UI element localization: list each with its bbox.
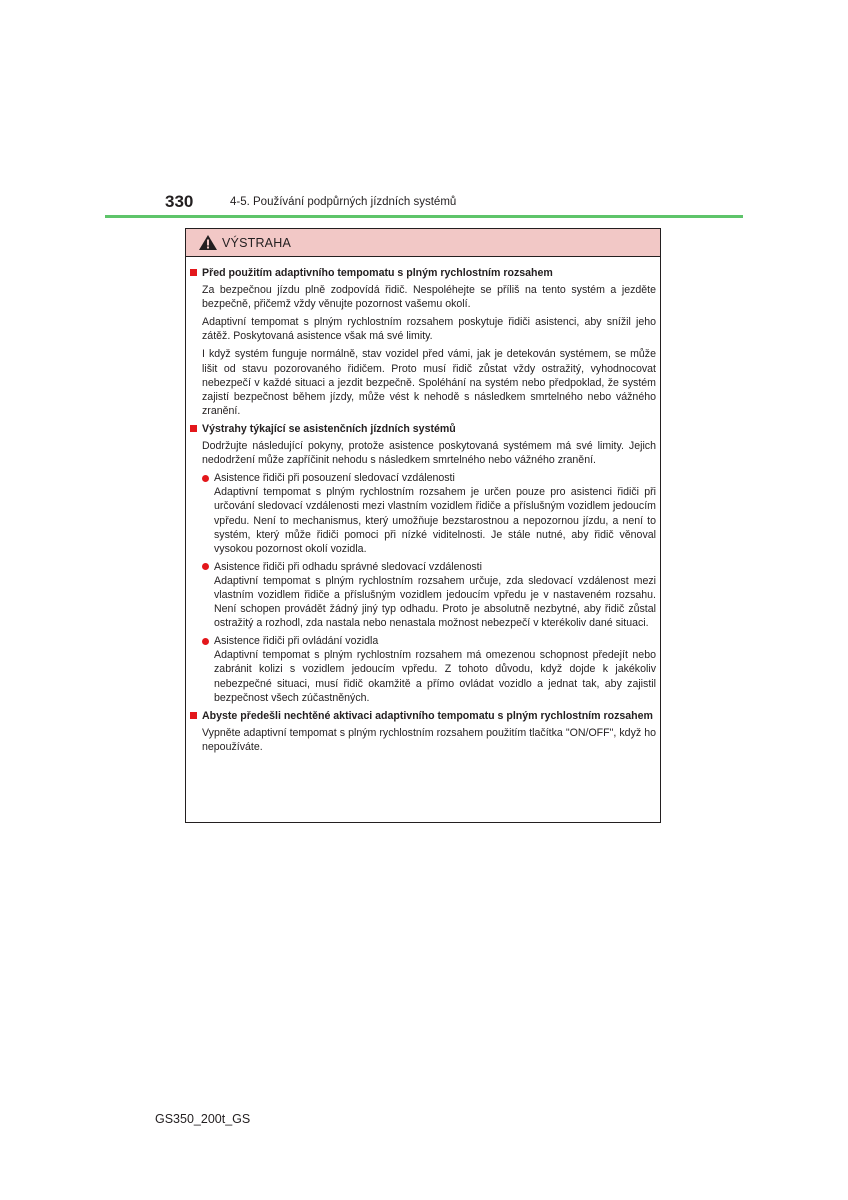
bullet-title: Asistence řidiči při odhadu správné sledovací vzdálenosti [214,560,482,573]
warning-header [186,229,660,257]
paragraph: Dodržujte následující pokyny, protože asistence poskytovaná systémem má své limity. Jejich nedodržení může zapříčinit nehodu s následkem smrtelného nebo vážného zranění. [202,440,656,467]
red-square-icon [190,269,197,276]
bullet-item [202,471,656,485]
red-dot-icon [202,638,209,645]
red-dot-icon [202,563,209,570]
paragraph: Adaptivní tempomat s plným rychlostním rozsahem poskytuje řidiči asistenci, aby snížil jeho zátěž. Poskytovaná asistence však má své limity. [202,316,656,343]
bullet-title: Asistence řidiči při ovládání vozidla [214,635,379,648]
document-code: GS350_200t_GS [155,1112,251,1126]
bullet-body: Adaptivní tempomat s plným rychlostním rozsahem určuje, zda sledovací vzdálenost mezi vlastním vozidlem řidiče a příslušným vozidlem jedoucím vpředu je v nastaveném rozsahu. Není schopen provádět žádný jiný typ odhadu. Proto je absolutně nezbytné, aby řidič zůstal ostražitý a rozhodl, zda nastala nebo nenastala možnost nebezpečí v kterékoliv dané situaci. [214,574,656,630]
warning-box [185,228,661,823]
section-heading [190,709,656,723]
header-rule [105,215,743,218]
section-heading-text: Výstrahy týkající se asistenčních jízdních systémů [202,422,456,435]
warning-label: VÝSTRAHA [222,235,291,250]
bullet-body: Adaptivní tempomat s plným rychlostním rozsahem má omezenou schopnost předejít nebo zabránit kolizi s vozidlem jedoucím vpředu. Z tohoto důvodu, když dojde k jakékoliv nebezpečné situaci, musí řidič okamžitě a přímo ovládat vozidlo a jednat tak, aby zajistil bezpečnost všech zúčastněných. [214,649,656,704]
bullet-title: Asistence řidiči při posouzení sledovací vzdálenosti [214,472,455,485]
section-heading [190,422,656,436]
bullet-item [202,634,656,648]
paragraph: I když systém funguje normálně, stav vozidel před vámi, jak je detekován systémem, se může lišit od stavu pozorovaného řidičem. Proto musí řidič zůstat vždy ostražitý, vyhodnocovat nebezpečí v každé situaci a jezdit bezpečně. Spoléhání na systém nebo předpoklad, že systém zajistí bezpečnost během jízdy, může vést k nehodě s následkem smrtelného nebo vážného zranění. [202,348,656,417]
warning-triangle-icon [198,234,218,251]
red-square-icon [190,425,197,432]
bullet-body: Adaptivní tempomat s plným rychlostním rozsahem je určen pouze pro asistenci řidiči při určování sledovací vzdálenosti mezi vlastním vozidlem řidiče a příslušným vozidlem jedoucím vpředu. Není to mechanismus, který umožňuje bezstarostnou a nepozornou jízdu, a není to systém, který může řidiči pomoci při nízké viditelnosti. Je stále nutné, aby řidič věnoval vysokou pozornost okolí vozidla. [214,486,656,555]
paragraph: Za bezpečnou jízdu plně zodpovídá řidič. Nespoléhejte se příliš na tento systém a jezděte bezpečně, přičemž vždy věnujte pozornost vašemu okolí. [202,284,656,311]
bullet-item [202,560,656,574]
red-dot-icon [202,475,209,482]
red-square-icon [190,712,197,719]
section-heading [190,266,656,280]
warning-content [190,266,656,758]
section-title: 4-5. Používání podpůrných jízdních systémů [230,196,457,208]
section-heading-text: Abyste předešli nechtěné aktivaci adaptivního tempomatu s plným rychlostním rozsahem [202,709,653,722]
section-heading-text: Před použitím adaptivního tempomatu s plným rychlostním rozsahem [202,267,553,279]
paragraph: Vypněte adaptivní tempomat s plným rychlostním rozsahem použitím tlačítka "ON/OFF", když ho nepoužíváte. [202,726,656,753]
page-number: 330 [165,192,194,211]
